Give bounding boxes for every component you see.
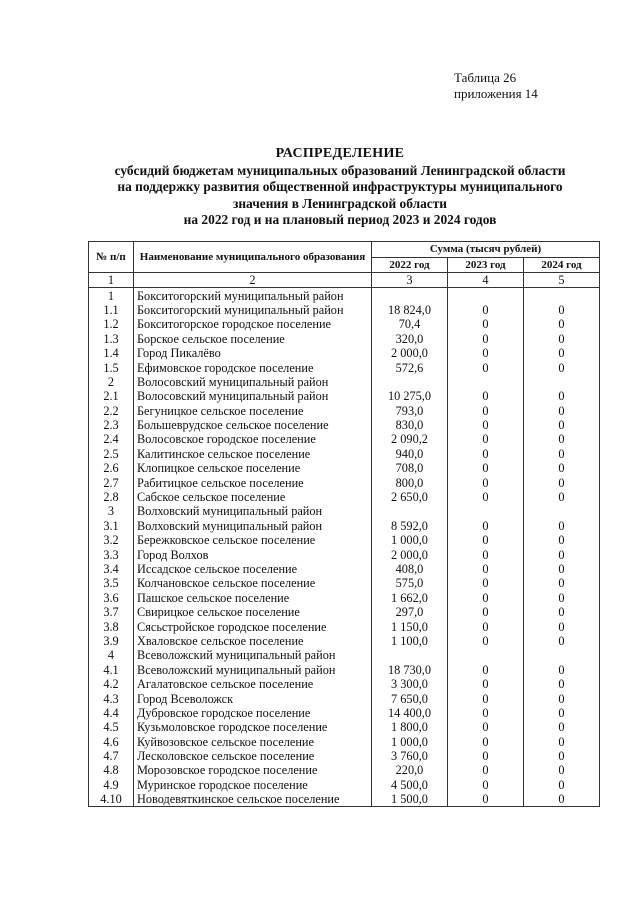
row-name: Агалатовское сельское поселение (134, 677, 372, 691)
row-name: Волховский муниципальный район (134, 519, 372, 533)
row-number: 2.2 (89, 404, 134, 418)
row-value-2023: 0 (448, 418, 524, 432)
row-value-2023: 0 (448, 619, 524, 633)
row-value-2024 (524, 504, 600, 518)
row-value-2022: 2 090,2 (372, 432, 448, 446)
row-value-2022: 3 300,0 (372, 677, 448, 691)
table-row (89, 346, 600, 360)
row-value-2022: 8 592,0 (372, 519, 448, 533)
row-value-2024: 0 (524, 475, 600, 489)
row-value-2024: 0 (524, 404, 600, 418)
table-row (89, 375, 600, 389)
row-value-2023: 0 (448, 447, 524, 461)
row-value-2023: 0 (448, 461, 524, 475)
row-number: 4.3 (89, 691, 134, 705)
row-number: 2.8 (89, 490, 134, 504)
row-value-2024: 0 (524, 360, 600, 374)
row-value-2022: 1 662,0 (372, 591, 448, 605)
row-value-2022 (372, 648, 448, 662)
row-value-2024: 0 (524, 332, 600, 346)
row-value-2024: 0 (524, 763, 600, 777)
row-number: 2.5 (89, 447, 134, 461)
row-value-2023: 0 (448, 792, 524, 807)
row-value-2024: 0 (524, 519, 600, 533)
table-row (89, 533, 600, 547)
table-row (89, 691, 600, 705)
table-row (89, 303, 600, 317)
row-number: 3.1 (89, 519, 134, 533)
row-value-2023: 0 (448, 576, 524, 590)
row-name: Клопицкое сельское поселение (134, 461, 372, 475)
row-value-2022 (372, 288, 448, 303)
row-name: Бокситогорское городское поселение (134, 317, 372, 331)
row-number: 2.7 (89, 475, 134, 489)
document-title (80, 146, 600, 229)
row-value-2023: 0 (448, 634, 524, 648)
row-value-2024: 0 (524, 605, 600, 619)
row-value-2023: 0 (448, 749, 524, 763)
row-value-2023: 0 (448, 562, 524, 576)
header-2023: 2023 год (448, 257, 524, 273)
row-name: Новодевяткинское сельское поселение (134, 792, 372, 807)
row-name: Дубровское городское поселение (134, 706, 372, 720)
appendix-ref: приложения 14 (454, 86, 538, 101)
row-value-2023: 0 (448, 591, 524, 605)
table-row (89, 504, 600, 518)
col-number: 2 (134, 273, 372, 288)
row-value-2022: 2 000,0 (372, 547, 448, 561)
row-number: 3 (89, 504, 134, 518)
row-value-2022: 18 824,0 (372, 303, 448, 317)
row-value-2024: 0 (524, 447, 600, 461)
row-value-2024: 0 (524, 778, 600, 792)
row-value-2023: 0 (448, 605, 524, 619)
table-row (89, 619, 600, 633)
row-number: 4.8 (89, 763, 134, 777)
row-name: Пашское сельское поселение (134, 591, 372, 605)
row-number: 4.2 (89, 677, 134, 691)
table-row (89, 461, 600, 475)
table-row (89, 447, 600, 461)
table-row (89, 706, 600, 720)
row-value-2023: 0 (448, 663, 524, 677)
row-value-2024: 0 (524, 562, 600, 576)
row-value-2023: 0 (448, 547, 524, 561)
table-row (89, 547, 600, 561)
row-value-2024: 0 (524, 490, 600, 504)
row-value-2022: 3 760,0 (372, 749, 448, 763)
header-2024: 2024 год (524, 257, 600, 273)
table-row (89, 519, 600, 533)
row-value-2024: 0 (524, 634, 600, 648)
table-number: Таблица 26 (454, 70, 517, 85)
row-number: 4.5 (89, 720, 134, 734)
header-num: № п/п (89, 242, 134, 273)
row-value-2024: 0 (524, 706, 600, 720)
row-value-2024 (524, 648, 600, 662)
row-value-2024: 0 (524, 792, 600, 807)
row-value-2023: 0 (448, 778, 524, 792)
table-row (89, 332, 600, 346)
row-name: Бокситогорский муниципальный район (134, 303, 372, 317)
row-name: Волосовское городское поселение (134, 432, 372, 446)
row-value-2022: 572,6 (372, 360, 448, 374)
row-value-2022: 320,0 (372, 332, 448, 346)
row-value-2022: 1 800,0 (372, 720, 448, 734)
row-value-2023: 0 (448, 763, 524, 777)
table-row (89, 591, 600, 605)
row-value-2022: 408,0 (372, 562, 448, 576)
title-line-2: на поддержку развития общественной инфраструктуры муниципального (117, 179, 563, 194)
row-value-2022: 70,4 (372, 317, 448, 331)
row-name: Морозовское городское поселение (134, 763, 372, 777)
row-value-2023: 0 (448, 360, 524, 374)
row-number: 3.3 (89, 547, 134, 561)
row-name: Волосовский муниципальный район (134, 389, 372, 403)
row-name: Город Всеволожск (134, 691, 372, 705)
row-value-2024: 0 (524, 389, 600, 403)
row-number: 4.4 (89, 706, 134, 720)
row-value-2024: 0 (524, 663, 600, 677)
row-name: Ефимовское городское поселение (134, 360, 372, 374)
title-line-4: на 2022 год и на плановый период 2023 и 2024 годов (183, 212, 497, 227)
table-row (89, 576, 600, 590)
row-value-2024 (524, 288, 600, 303)
row-value-2024: 0 (524, 418, 600, 432)
row-value-2023: 0 (448, 490, 524, 504)
table-row (89, 360, 600, 374)
row-value-2022: 7 650,0 (372, 691, 448, 705)
row-value-2023 (448, 288, 524, 303)
row-number: 2.4 (89, 432, 134, 446)
row-value-2022: 1 150,0 (372, 619, 448, 633)
row-number: 1.5 (89, 360, 134, 374)
row-name: Иссадское сельское поселение (134, 562, 372, 576)
table-row (89, 749, 600, 763)
row-value-2022: 297,0 (372, 605, 448, 619)
row-value-2024: 0 (524, 432, 600, 446)
table-row (89, 317, 600, 331)
row-name: Город Волхов (134, 547, 372, 561)
row-number: 4.7 (89, 749, 134, 763)
row-value-2022: 1 500,0 (372, 792, 448, 807)
row-value-2023: 0 (448, 720, 524, 734)
row-value-2023: 0 (448, 317, 524, 331)
table-row (89, 763, 600, 777)
row-value-2023: 0 (448, 691, 524, 705)
row-name: Город Пикалёво (134, 346, 372, 360)
row-name: Сясьстройское городское поселение (134, 619, 372, 633)
title-line-3: значения в Ленинградской области (232, 195, 448, 211)
row-value-2022: 10 275,0 (372, 389, 448, 403)
row-value-2022: 2 650,0 (372, 490, 448, 504)
row-name: Лесколовское сельское поселение (134, 749, 372, 763)
col-number: 5 (524, 273, 600, 288)
row-value-2023: 0 (448, 735, 524, 749)
row-value-2024: 0 (524, 303, 600, 317)
row-name: Свирицкое сельское поселение (134, 605, 372, 619)
row-name: Всеволожский муниципальный район (134, 648, 372, 662)
row-value-2023: 0 (448, 346, 524, 360)
row-name: Рабитицкое сельское поселение (134, 475, 372, 489)
row-value-2022: 575,0 (372, 576, 448, 590)
row-name: Бокситогорский муниципальный район (134, 288, 372, 303)
row-value-2024: 0 (524, 576, 600, 590)
table-row (89, 404, 600, 418)
row-number: 3.4 (89, 562, 134, 576)
row-name: Куйвозовское сельское поселение (134, 735, 372, 749)
subsidy-table (88, 241, 600, 807)
header-sum: Сумма (тысяч рублей) (372, 242, 600, 258)
column-number-row (89, 273, 600, 288)
row-number: 2.1 (89, 389, 134, 403)
row-number: 3.7 (89, 605, 134, 619)
row-number: 3.6 (89, 591, 134, 605)
row-name: Волосовский муниципальный район (134, 375, 372, 389)
table-row (89, 288, 600, 303)
row-number: 3.5 (89, 576, 134, 590)
row-name: Всеволожский муниципальный район (134, 663, 372, 677)
row-name: Хваловское сельское поселение (134, 634, 372, 648)
table-row (89, 720, 600, 734)
table-row (89, 605, 600, 619)
row-value-2022 (372, 375, 448, 389)
row-number: 2.6 (89, 461, 134, 475)
table-row (89, 792, 600, 807)
row-value-2022: 2 000,0 (372, 346, 448, 360)
table-row (89, 418, 600, 432)
row-value-2024 (524, 375, 600, 389)
row-name: Бегуницкое сельское поселение (134, 404, 372, 418)
header-name: Наименование муниципального образования (134, 242, 372, 273)
table-row (89, 778, 600, 792)
col-number: 1 (89, 273, 134, 288)
table-row (89, 490, 600, 504)
row-value-2023: 0 (448, 332, 524, 346)
table-row (89, 562, 600, 576)
row-number: 2.3 (89, 418, 134, 432)
table-row (89, 389, 600, 403)
table-row (89, 634, 600, 648)
table-caption (454, 70, 538, 102)
row-value-2024: 0 (524, 591, 600, 605)
row-value-2023: 0 (448, 303, 524, 317)
row-value-2022: 800,0 (372, 475, 448, 489)
row-value-2024: 0 (524, 547, 600, 561)
row-number: 1.4 (89, 346, 134, 360)
row-name: Колчановское сельское поселение (134, 576, 372, 590)
row-value-2023: 0 (448, 475, 524, 489)
col-number: 3 (372, 273, 448, 288)
title-line-1: субсидий бюджетам муниципальных образований Ленинградской области (114, 162, 566, 178)
row-value-2023: 0 (448, 519, 524, 533)
row-value-2022: 4 500,0 (372, 778, 448, 792)
row-value-2022: 708,0 (372, 461, 448, 475)
row-number: 3.2 (89, 533, 134, 547)
row-number: 1 (89, 288, 134, 303)
row-name: Сабское сельское поселение (134, 490, 372, 504)
row-value-2024: 0 (524, 346, 600, 360)
row-value-2024: 0 (524, 317, 600, 331)
row-value-2022: 1 000,0 (372, 735, 448, 749)
row-name: Волховский муниципальный район (134, 504, 372, 518)
row-name: Борское сельское поселение (134, 332, 372, 346)
row-value-2022: 940,0 (372, 447, 448, 461)
row-value-2022: 1 000,0 (372, 533, 448, 547)
row-value-2023: 0 (448, 404, 524, 418)
table-row (89, 663, 600, 677)
row-number: 1.2 (89, 317, 134, 331)
row-value-2022: 18 730,0 (372, 663, 448, 677)
row-value-2024: 0 (524, 749, 600, 763)
row-value-2024: 0 (524, 461, 600, 475)
col-number: 4 (448, 273, 524, 288)
table-row (89, 648, 600, 662)
row-number: 4.10 (89, 792, 134, 807)
row-name: Большеврудское сельское поселение (134, 418, 372, 432)
row-value-2024: 0 (524, 720, 600, 734)
row-number: 4.1 (89, 663, 134, 677)
row-value-2024: 0 (524, 619, 600, 633)
row-value-2022: 793,0 (372, 404, 448, 418)
row-number: 1.1 (89, 303, 134, 317)
row-value-2024: 0 (524, 735, 600, 749)
row-value-2023: 0 (448, 706, 524, 720)
row-name: Бережковское сельское поселение (134, 533, 372, 547)
row-value-2024: 0 (524, 691, 600, 705)
row-value-2022 (372, 504, 448, 518)
title-heading: РАСПРЕДЕЛЕНИЕ (275, 146, 405, 161)
row-value-2022: 14 400,0 (372, 706, 448, 720)
row-value-2022: 1 100,0 (372, 634, 448, 648)
row-number: 4.9 (89, 778, 134, 792)
row-value-2023: 0 (448, 432, 524, 446)
table-row (89, 677, 600, 691)
row-number: 2 (89, 375, 134, 389)
row-number: 4.6 (89, 735, 134, 749)
row-value-2022: 220,0 (372, 763, 448, 777)
row-value-2023: 0 (448, 533, 524, 547)
row-value-2024: 0 (524, 533, 600, 547)
table-row (89, 432, 600, 446)
row-value-2023 (448, 375, 524, 389)
row-value-2023 (448, 648, 524, 662)
row-value-2024: 0 (524, 677, 600, 691)
row-value-2023 (448, 504, 524, 518)
header-2022: 2022 год (372, 257, 448, 273)
table-row (89, 735, 600, 749)
row-number: 4 (89, 648, 134, 662)
row-number: 3.8 (89, 619, 134, 633)
row-name: Кузьмоловское городское поселение (134, 720, 372, 734)
table-row (89, 475, 600, 489)
row-value-2023: 0 (448, 677, 524, 691)
row-number: 1.3 (89, 332, 134, 346)
row-number: 3.9 (89, 634, 134, 648)
row-value-2022: 830,0 (372, 418, 448, 432)
row-name: Калитинское сельское поселение (134, 447, 372, 461)
row-value-2023: 0 (448, 389, 524, 403)
row-name: Муринское городское поселение (134, 778, 372, 792)
